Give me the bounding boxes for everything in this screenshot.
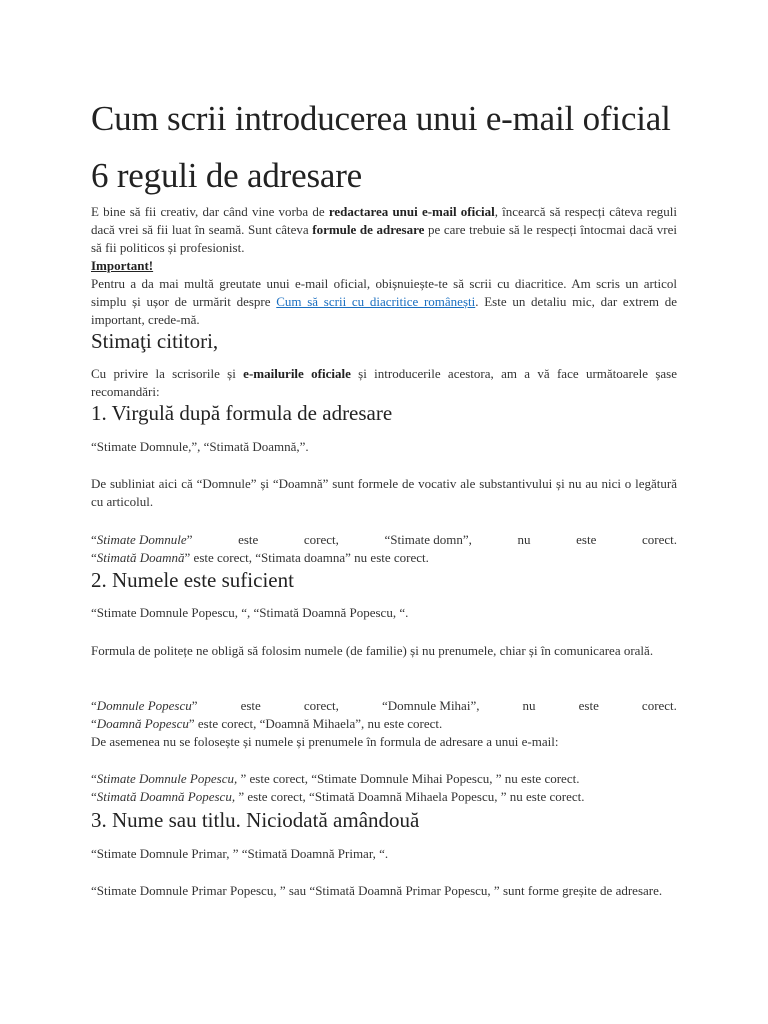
s2-l1-w3: corect, bbox=[303, 698, 339, 713]
intro-paragraph bbox=[91, 203, 677, 257]
s1-l1-w1 bbox=[91, 531, 192, 549]
s1-l1-w4a: “Stimate bbox=[384, 532, 431, 547]
diacritics-text-2: . Este un detaliu mic, dar extrem de important, crede-mă. bbox=[91, 294, 678, 327]
s1-l2-a: “ bbox=[91, 550, 97, 565]
section-2-paragraph-block bbox=[91, 642, 677, 660]
greeting-text-2: și introducerile acestora, am a vă face următoarele șase recomandări: bbox=[91, 366, 678, 399]
s2-l1-w7: corect. bbox=[641, 698, 677, 713]
s1-l1-w5: nu bbox=[517, 532, 531, 547]
section-1-heading-block bbox=[91, 399, 677, 427]
section-3-heading: 3. Nume sau titlu. Niciodată amândouă bbox=[91, 808, 420, 832]
intro-text-3: pe care trebuie să le respecți întocmai dacă vrei să fii politicos și profesionist. bbox=[91, 222, 677, 255]
intro-bold-2: formule de adresare bbox=[312, 222, 425, 237]
s2-l4-italic: Stimate Domnule Popescu, bbox=[96, 771, 241, 786]
section-2-line-2 bbox=[91, 715, 677, 733]
s1-l1-w7: corect. bbox=[641, 532, 677, 547]
section-2-line-5 bbox=[91, 788, 677, 806]
intro-text-2: , încearcă să respecți câteva reguli dacă vrei să fii luat în seamă. Sunt câteva bbox=[91, 204, 678, 237]
important-text: Important! bbox=[91, 258, 154, 273]
s2-l2-c: ” este corect, “Doamnă Mihaela”, nu este corect. bbox=[188, 716, 443, 731]
s1-l1-w6: este bbox=[576, 532, 597, 547]
section-2-paragraph: Formula de politețe ne obligă să folosim numele (de familie) și nu prenumele, chiar și în comunicarea orală. bbox=[91, 643, 654, 658]
s1-l1-w3: corect, bbox=[303, 532, 339, 547]
diacritics-article-link[interactable]: Cum să scrii cu diacritice românești bbox=[276, 294, 476, 309]
s2-l2-a: “ bbox=[91, 716, 97, 731]
s1-quote-open: “ bbox=[91, 532, 97, 547]
s1-l1-w2: este bbox=[238, 532, 259, 547]
s2-l4-c: ” este corect, “Stimate Domnule Mihai Popescu, ” nu este corect. bbox=[240, 771, 580, 786]
title-line-1: Cum scrii introducerea unui e-mail oficial bbox=[91, 99, 671, 138]
diacritics-text-1: Pentru a da mai multă greutate unui e-mail oficial, obișnuiește-te să scrii cu diacritice. Am scris un articol simplu și ușor de urmărit despre bbox=[91, 276, 677, 309]
greeting-text-1: Cu privire la scrisorile și bbox=[91, 366, 244, 381]
s2-italic-1: Domnule Popescu bbox=[96, 698, 192, 713]
diacritics-paragraph bbox=[91, 275, 677, 329]
s2-l5-a: “ bbox=[91, 789, 97, 804]
s2-l1-w4a: “Domnule bbox=[381, 698, 437, 713]
s1-l1-w4 bbox=[385, 531, 472, 549]
greeting-paragraph bbox=[91, 365, 677, 401]
section-3-paragraph-block bbox=[91, 882, 677, 900]
page-title bbox=[91, 90, 711, 204]
section-1-example-block bbox=[91, 438, 677, 456]
section-1-line-2 bbox=[91, 549, 677, 567]
s2-l5-c: ” este corect, “Stimată Doamnă Mihaela Popescu, ” nu este corect. bbox=[238, 789, 585, 804]
section-1-line-1 bbox=[91, 531, 677, 549]
section-3-paragraph: “Stimate Domnule Primar Popescu, ” sau “Stimată Doamnă Primar Popescu, ” sunt forme greșite de adresare. bbox=[91, 883, 663, 898]
s2-quote-open: “ bbox=[91, 698, 97, 713]
greeting-paragraph-block bbox=[91, 365, 677, 401]
title-line-2: 6 reguli de adresare bbox=[91, 156, 362, 195]
s2-quote-close: ” bbox=[191, 698, 198, 713]
important-label bbox=[91, 257, 677, 275]
s1-l1-w4b: domn”, bbox=[433, 532, 472, 547]
section-1-example: “Stimate Domnule,”, “Stimată Doamnă,”. bbox=[91, 439, 309, 454]
section-3-example-block bbox=[91, 845, 677, 863]
section-3-example: “Stimate Domnule Primar, ” “Stimată Doamnă Primar, “. bbox=[91, 846, 389, 861]
s1-quote-close: ” bbox=[186, 532, 193, 547]
section-2-line-3: De asemenea nu se folosește și numele și prenumele în formula de adresare a unui e-mail: bbox=[91, 734, 559, 749]
s2-l1-w5: nu bbox=[522, 698, 536, 713]
greeting-section bbox=[91, 327, 677, 355]
greeting-heading: Stimaţi cititori, bbox=[91, 329, 219, 353]
s1-l2-c: ” este corect, “Stimata doamna” nu este corect. bbox=[184, 550, 429, 565]
s2-l1-w4b: Mihai”, bbox=[439, 698, 480, 713]
intro-bold-1: redactarea unui e-mail oficial bbox=[328, 204, 495, 219]
section-2-line-1 bbox=[91, 697, 677, 715]
section-2-line-4 bbox=[91, 770, 677, 788]
s2-l5-italic: Stimată Doamnă Popescu, bbox=[96, 789, 239, 804]
s2-l1-w2: este bbox=[240, 698, 261, 713]
section-1-paragraph: De subliniat aici că “Domnule” și “Doamnă” sunt formele de vocativ ale substantivului și nu au nici o legătură cu articolul. bbox=[91, 476, 677, 509]
section-2-heading-block bbox=[91, 566, 677, 594]
intro-text-1: E bine să fii creativ, dar când vine vorba de bbox=[91, 204, 329, 219]
section-1-heading: 1. Virgulă după formula de adresare bbox=[91, 401, 393, 425]
section-2-example-block bbox=[91, 604, 677, 622]
s1-l2-italic: Stimată Doamnă bbox=[96, 550, 185, 565]
section-3-heading-block bbox=[91, 806, 677, 834]
section-1-examples-block bbox=[91, 531, 677, 567]
section-2-heading: 2. Numele este suficient bbox=[91, 568, 294, 592]
s2-l1-w6: este bbox=[578, 698, 599, 713]
s2-l4-a: “ bbox=[91, 771, 97, 786]
s1-italic-1: Stimate Domnule bbox=[96, 532, 187, 547]
s2-l2-italic: Doamnă Popescu bbox=[96, 716, 189, 731]
greeting-bold: e-mailurile oficiale bbox=[243, 366, 351, 381]
s2-l1-w4 bbox=[382, 697, 479, 715]
section-1-paragraph-block bbox=[91, 475, 677, 511]
s2-l1-w1 bbox=[91, 697, 198, 715]
intro-section bbox=[91, 203, 677, 329]
section-2-example: “Stimate Domnule Popescu, “, “Stimată Doamnă Popescu, “. bbox=[91, 605, 409, 620]
section-2-examples-block bbox=[91, 697, 677, 806]
